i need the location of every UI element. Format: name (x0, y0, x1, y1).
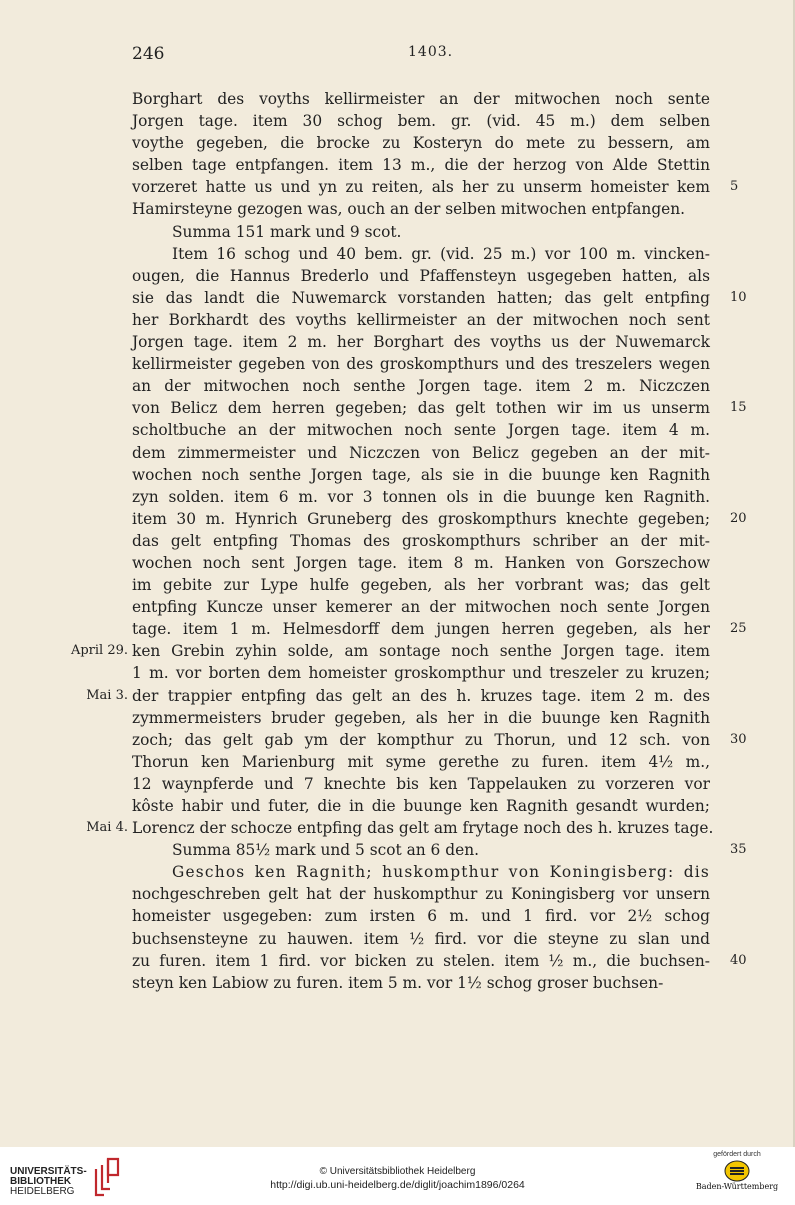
line-text: Item 16 schog und 40 bem. gr. (vid. 25 m.) vor 100 m. vincken- (172, 244, 710, 263)
page-year-heading: 1403. (408, 44, 454, 60)
line-text: zymmermeisters bruder gegeben, als her in die buunge ken Ragnith (132, 708, 710, 727)
text-line (132, 464, 710, 486)
line-text: von Belicz dem herren gegeben; das gelt tothen wir im us unserm (132, 399, 710, 418)
page-number: 246 (132, 44, 165, 64)
line-text: Jorgen tage. item 2 m. her Borghart des voyths us der Nuwemarck (132, 333, 710, 352)
line-text: im gebite zur Lype hulfe gegeben, als her vorbrant was; das gelt (132, 576, 710, 595)
line-text: ken Grebin zyhin solde, am sontage noch senthe Jorgen tage. item (132, 642, 710, 661)
text-line (132, 883, 710, 905)
text-line (132, 154, 710, 176)
line-text: Summa 85½ mark und 5 scot an 6 den. (172, 841, 479, 860)
text-line (132, 795, 710, 817)
text-line (132, 508, 747, 530)
line-text: entpfing Kuncze unser kemerer an der mitwochen noch sente Jorgen (132, 598, 710, 617)
text-line (132, 574, 710, 596)
line-text: zoch; das gelt gab ym der kompthur zu Thorun, und 12 sch. von (132, 730, 710, 749)
line-text: sie das landt die Nuwemarck vorstanden hatten; das gelt entpfing (132, 288, 710, 307)
text-line (132, 729, 747, 751)
line-text: ougen, die Hannus Brederlo und Pfaffensteyn usgegeben hatten, als (132, 266, 710, 285)
text-line (132, 972, 710, 994)
line-text: Geschos ken Ragnith; huskompthur von Koningisberg: dis (172, 863, 710, 882)
text-line (132, 530, 710, 552)
text-line (132, 221, 710, 243)
text-line (132, 88, 710, 110)
margin-date-note: Mai 3. (86, 687, 128, 703)
line-number: 10 (730, 289, 747, 305)
text-line (132, 331, 710, 353)
line-text: wochen noch sent Jorgen tage. item 8 m. Hanken von Gorszechow (132, 553, 710, 572)
line-text: scholtbuche an der mitwochen noch sente Jorgen tage. item 4 m. (132, 421, 710, 440)
text-line (132, 110, 710, 132)
text-line (132, 751, 710, 773)
line-text: tage. item 1 m. Helmesdorff dem jungen herren gegeben, als her (132, 620, 710, 639)
text-line (132, 596, 710, 618)
line-text: Borghart des voyths kellirmeister an der mitwochen noch sente (132, 90, 710, 108)
text-line (132, 309, 710, 331)
text-line (132, 950, 747, 972)
line-text: voythe gegeben, die brocke zu Kosteryn do mete zu bessern, am (132, 134, 710, 153)
text-line (132, 618, 747, 640)
text-line (132, 486, 710, 508)
line-text: kôste habir und futer, die in die buunge ken Ragnith gesandt wurden; (132, 797, 710, 815)
text-line (132, 176, 739, 198)
margin-date-note: April 29. (70, 643, 128, 659)
line-text: nochgeschreben gelt hat der huskompthur zu Koningisberg vor unsern (132, 885, 710, 904)
line-text: buchsensteyne zu hauwen. item ½ fird. vor die steyne zu slan und (132, 929, 710, 948)
library-name-line1: UNIVERSITÄTS- (10, 1166, 87, 1177)
text-line (86, 817, 714, 839)
line-text: selben tage entpfangen. item 13 m., die der herzog von Alde Stettin (132, 156, 710, 175)
text-line (132, 198, 710, 220)
line-number: 15 (730, 400, 747, 416)
line-text: Jorgen tage. item 30 schog bem. gr. (vid. 45 m.) dem selben (132, 112, 710, 131)
text-line (86, 685, 710, 707)
line-text: item 30 m. Hynrich Gruneberg des groskompthurs knechte gegeben; (132, 509, 710, 528)
text-line (132, 132, 710, 154)
line-text: Lorencz der schocze entpfing das gelt am frytage noch des h. kruzes tage. (132, 819, 714, 838)
line-text: Hamirsteyne gezogen was, ouch an der selben mitwochen entpfangen. (132, 200, 686, 219)
text-line (132, 662, 710, 684)
line-text: 1 m. vor borten dem homeister groskompthur und treszeler zu kruzen; (132, 664, 710, 683)
line-text: das gelt entpfing Thomas des groskompthurs schriber an der mit- (132, 531, 710, 550)
margin-date-note: Mai 4. (86, 820, 128, 836)
text-line (132, 861, 710, 883)
line-text: homeister usgegeben: zum irsten 6 m. und 1 fird. vor 2½ schog (132, 907, 710, 926)
line-number: 25 (730, 621, 747, 637)
text-line (132, 265, 710, 287)
text-line (132, 442, 710, 464)
sponsor-label: gefördert durch (713, 1151, 761, 1158)
text-line (132, 707, 710, 729)
line-text: dem zimmermeister und Niczczen von Belicz gegeben an der mit- (132, 443, 710, 462)
copyright-notice: © Universitätsbibliothek Heidelberg (319, 1166, 476, 1177)
text-line (132, 243, 710, 265)
line-number: 40 (730, 952, 747, 968)
text-line (132, 287, 747, 309)
line-text: her Borkhardt des voyths kellirmeister an der mitwochen noch sent (132, 310, 710, 329)
sponsor-name: Baden-Württemberg (695, 1182, 779, 1191)
line-text: Summa 151 mark und 9 scot. (172, 222, 402, 241)
text-line (132, 552, 710, 574)
line-text: zu furen. item 1 fird. vor bicken zu stelen. item ½ m., die buchsen- (132, 951, 710, 970)
library-name-line3: HEIDELBERG (10, 1186, 75, 1197)
text-line (70, 640, 710, 662)
library-name-line2: BIBLIOTHEK (10, 1176, 72, 1187)
line-number: 5 (730, 179, 739, 195)
line-text: der trappier entpfing das gelt an des h. kruzes tage. item 2 m. des (132, 686, 710, 705)
text-line (132, 928, 710, 950)
line-text: vorzeret hatte us und yn zu reiten, als her zu unserm homeister kem (132, 178, 710, 197)
text-line (132, 397, 747, 419)
line-number: 35 (730, 842, 747, 858)
line-text: Thorun ken Marienburg mit syme gerethe zu furen. item 4½ m., (132, 752, 710, 771)
line-text: zyn solden. item 6 m. vor 3 tonnen ols in die buunge ken Ragnith. (132, 487, 710, 506)
text-line (132, 905, 710, 927)
text-line (132, 773, 710, 795)
sponsor-logo[interactable] (687, 1151, 787, 1201)
text-line (132, 375, 710, 397)
footer (0, 1147, 795, 1205)
line-text: kellirmeister gegeben von des groskompthurs und des treszelers wegen (132, 355, 710, 374)
text-line (132, 419, 710, 441)
crest-icon (723, 1160, 751, 1182)
text-line (132, 353, 710, 375)
line-number: 30 (730, 731, 747, 747)
line-text: 12 waynpferde und 7 knechte bis ken Tappelauken zu vorzeren vor (132, 774, 710, 793)
line-number: 20 (730, 510, 747, 526)
permalink-url[interactable]: http://digi.ub.uni-heidelberg.de/diglit/joachim1896/0264 (270, 1179, 525, 1191)
line-text: steyn ken Labiow zu furen. item 5 m. vor 1½ schog groser buchsen- (132, 973, 664, 992)
line-text: wochen noch senthe Jorgen tage, als sie in die buunge ken Ragnith (132, 465, 710, 484)
line-text: an der mitwochen noch senthe Jorgen tage. item 2 m. Niczczen (132, 377, 710, 396)
page-header (0, 44, 795, 68)
text-line (132, 839, 747, 861)
body-text (70, 88, 747, 994)
